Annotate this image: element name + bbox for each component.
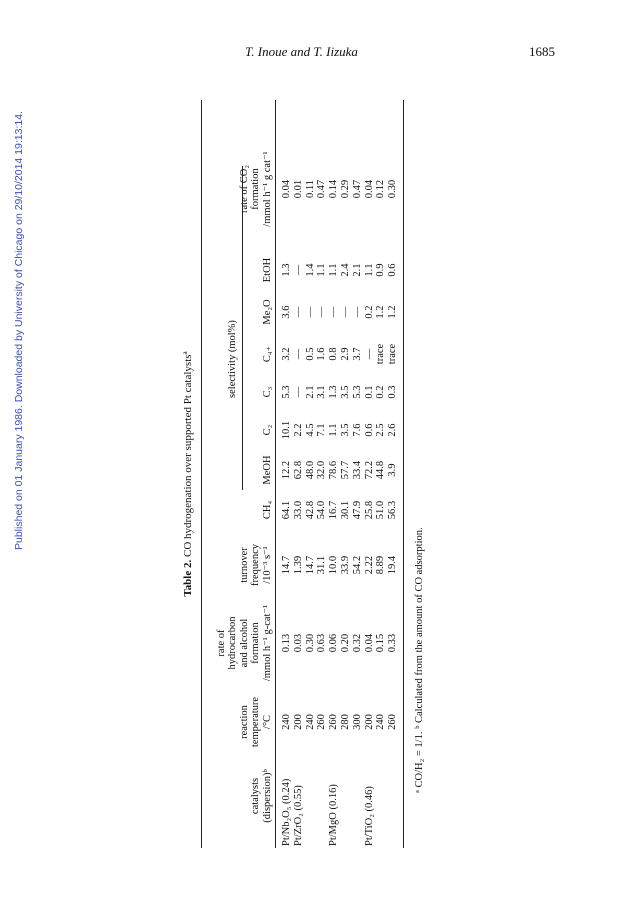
cell-c4: trace — [387, 343, 399, 365]
table-bottom-rule — [403, 100, 404, 848]
cell-c3: 0.1 — [363, 385, 375, 399]
cell-tof: 14.7 — [304, 555, 316, 575]
cell-etoh: 1.4 — [304, 263, 316, 277]
cell-meoh: 44.8 — [375, 460, 387, 480]
column-header-line: Me₂O — [261, 299, 273, 325]
cell-me2o: — — [340, 306, 351, 318]
cell-tof: 1.39 — [292, 555, 304, 575]
cell-c2: 10.1 — [281, 420, 292, 440]
cell-c2: 1.1 — [328, 423, 340, 437]
column-header-line: formation — [250, 168, 261, 210]
column-header-turnover — [239, 532, 274, 598]
column-header-line: formation — [250, 622, 261, 664]
cell-temp: 240 — [375, 714, 387, 730]
download-watermark: Published on 01 January 1986. Downloaded by University of Chicago on 29/10/2014 19:13:14. — [13, 111, 25, 550]
table-row — [352, 100, 364, 848]
column-header-c2 — [262, 412, 274, 448]
column-header-line: rate of — [215, 629, 227, 657]
cell-catalyst: Pt/ZrO₂ (0.55) — [292, 785, 304, 846]
cell-c2: 3.5 — [340, 423, 351, 437]
column-header-line: catalysts — [250, 777, 261, 815]
cell-ch4: 54.0 — [316, 500, 328, 520]
cell-temp: 260 — [316, 714, 328, 730]
column-header-line: C₃ — [261, 386, 273, 398]
cell-etoh: 1.3 — [281, 263, 292, 277]
table-footnote: ᵃ CO/H₂ = 1/1. ᵇ Calculated from the amount of CO adsorption. — [414, 527, 425, 793]
cell-tof: 8.89 — [375, 555, 387, 575]
cell-c4: 3.2 — [281, 347, 292, 361]
column-header-line: reaction — [238, 705, 250, 739]
cell-ch4: 25.8 — [363, 500, 375, 520]
cell-rate: 0.15 — [375, 633, 387, 653]
cell-rate: 0.20 — [340, 633, 351, 653]
cell-tof: 31.1 — [316, 555, 328, 575]
cell-rate: 0.03 — [292, 633, 304, 653]
cell-ch4: 30.1 — [340, 500, 351, 520]
cell-meoh: 3.9 — [387, 463, 399, 477]
cell-rate: 0.32 — [351, 633, 363, 653]
caption-footnote-mark: a — [181, 351, 189, 355]
column-header-line: C₂ — [261, 424, 273, 436]
rotated-table-block — [181, 100, 443, 848]
cell-c2: 7.1 — [316, 423, 328, 437]
column-header-line: (dispersion)ᵇ — [261, 769, 273, 823]
cell-catalyst: Pt/Nb₂O₅ (0.24) — [281, 778, 292, 846]
table-top-rule — [201, 100, 202, 848]
column-header-ch4 — [262, 492, 274, 528]
cell-co2: 0.47 — [351, 179, 363, 199]
cell-tof: 14.7 — [281, 555, 292, 575]
cell-me2o: — — [328, 306, 340, 318]
cell-ch4: 64.1 — [281, 500, 292, 520]
cell-co2: 0.47 — [316, 179, 328, 199]
cell-me2o: 1.2 — [375, 305, 387, 319]
cell-temp: 200 — [292, 714, 304, 730]
column-header-line: and alcohol — [238, 618, 250, 668]
cell-rate: 0.04 — [363, 633, 375, 653]
table-row — [281, 100, 293, 848]
cell-c2: 2.6 — [387, 423, 399, 437]
cell-temp: 240 — [281, 714, 292, 730]
table-row — [305, 100, 317, 848]
cell-etoh: 0.9 — [375, 263, 387, 277]
cell-catalyst: Pt/TiO₂ (0.46) — [363, 786, 375, 846]
table-row — [375, 100, 387, 848]
cell-tof: 2.22 — [363, 555, 375, 575]
cell-c2: 2.5 — [375, 423, 387, 437]
cell-temp: 300 — [351, 714, 363, 730]
column-header-etoh — [262, 250, 274, 290]
cell-meoh: 32.0 — [316, 460, 328, 480]
cell-c3: 5.3 — [281, 385, 292, 399]
cell-etoh: 0.6 — [387, 263, 399, 277]
cell-me2o: 3.6 — [281, 305, 292, 319]
cell-rate: 0.13 — [281, 633, 292, 653]
column-header-rate-hc — [216, 598, 274, 688]
cell-ch4: 47.9 — [351, 500, 363, 520]
cell-etoh: 2.1 — [351, 263, 363, 277]
cell-me2o: — — [292, 306, 304, 318]
page-number: 1685 — [529, 44, 555, 59]
column-header-line: rate of CO₂ — [238, 165, 250, 213]
cell-c3: 2.1 — [304, 385, 316, 399]
column-header-c4 — [262, 336, 274, 372]
cell-co2: 0.11 — [304, 180, 316, 198]
cell-tof: 54.2 — [351, 555, 363, 575]
column-header-catalyst — [250, 746, 273, 846]
cell-c3: 3.5 — [340, 385, 351, 399]
cell-ch4: 16.7 — [328, 500, 340, 520]
cell-meoh: 57.7 — [340, 460, 351, 480]
column-header-me2o — [262, 292, 274, 332]
cell-meoh: 33.4 — [351, 460, 363, 480]
cell-ch4: 33.0 — [292, 500, 304, 520]
cell-co2: 0.14 — [328, 179, 340, 199]
cell-tof: 19.4 — [387, 555, 399, 575]
cell-c3: 0.3 — [387, 385, 399, 399]
table-row — [293, 100, 305, 848]
table-row — [328, 100, 340, 848]
cell-etoh: 2.4 — [340, 263, 351, 277]
column-header-meoh — [262, 450, 274, 490]
cell-meoh: 48.0 — [304, 460, 316, 480]
cell-c3: 5.3 — [351, 385, 363, 399]
table-row — [316, 100, 328, 848]
cell-c4: 1.6 — [316, 347, 328, 361]
table-caption — [181, 100, 194, 848]
cell-c4: 0.8 — [328, 347, 340, 361]
cell-me2o: — — [316, 306, 328, 318]
column-header-line: hydrocarbon — [227, 616, 238, 670]
column-header-c3 — [262, 374, 274, 410]
cell-etoh: 1.1 — [363, 263, 375, 277]
cell-meoh: 72.2 — [363, 460, 375, 480]
cell-ch4: 42.8 — [304, 500, 316, 520]
cell-temp: 200 — [363, 714, 375, 730]
table-header-rule — [275, 100, 276, 848]
column-header-line: EtOH — [261, 257, 273, 283]
cell-c4: 2.9 — [340, 347, 351, 361]
cell-me2o: — — [351, 306, 363, 318]
cell-c2: 4.5 — [304, 423, 316, 437]
table-row — [387, 100, 399, 848]
column-header-temp — [239, 691, 274, 753]
cell-me2o: — — [304, 306, 316, 318]
cell-co2: 0.04 — [281, 179, 292, 199]
column-header-line: frequency — [250, 544, 261, 586]
selectivity-group-header: selectivity (mol%) — [227, 320, 238, 398]
cell-rate: 0.63 — [316, 633, 328, 653]
selectivity-group-rule — [242, 166, 243, 490]
column-header-line: /10⁻³ s⁻¹ — [261, 546, 273, 584]
cell-co2: 0.04 — [363, 179, 375, 199]
cell-c4: 0.5 — [304, 347, 316, 361]
cell-meoh: 62.8 — [292, 460, 304, 480]
column-header-line: CH₄ — [261, 500, 273, 520]
cell-etoh: — — [292, 264, 304, 276]
cell-tof: 10.0 — [328, 555, 340, 575]
cell-meoh: 12.2 — [281, 460, 292, 480]
cell-co2: 0.12 — [375, 179, 387, 199]
column-header-line: MeOH — [261, 455, 273, 485]
cell-c4: trace — [375, 343, 387, 365]
cell-ch4: 51.0 — [375, 500, 387, 520]
cell-me2o: 1.2 — [387, 305, 399, 319]
cell-c4: 3.7 — [351, 347, 363, 361]
cell-me2o: 0.2 — [363, 305, 375, 319]
column-header-line: C₄₊ — [261, 345, 273, 363]
cell-c2: 2.2 — [292, 423, 304, 437]
cell-temp: 240 — [304, 714, 316, 730]
cell-etoh: 1.1 — [316, 263, 328, 277]
table-caption-text: CO hydrogenation over supported Pt catalysts — [182, 354, 194, 558]
cell-catalyst: Pt/MgO (0.16) — [328, 784, 340, 846]
table-label: Table 2. — [182, 559, 194, 597]
cell-c2: 7.6 — [351, 423, 363, 437]
cell-c3: 1.3 — [328, 385, 340, 399]
cell-rate: 0.30 — [304, 633, 316, 653]
running-head-authors: T. Inoue and T. Iizuka — [245, 44, 358, 59]
cell-meoh: 78.6 — [328, 460, 340, 480]
cell-temp: 280 — [340, 714, 351, 730]
cell-c4: — — [292, 348, 304, 360]
column-header-line: /°C — [261, 714, 273, 730]
cell-co2: 0.01 — [292, 179, 304, 199]
cell-tof: 33.9 — [340, 555, 351, 575]
cell-co2: 0.29 — [340, 179, 351, 199]
table-row — [340, 100, 352, 848]
column-header-rate-co2 — [239, 134, 274, 244]
cell-c3: — — [292, 386, 304, 398]
cell-c2: 0.6 — [363, 423, 375, 437]
table-row — [364, 100, 376, 848]
cell-temp: 260 — [328, 714, 340, 730]
cell-c4: — — [363, 348, 375, 360]
column-header-line: /mmol h⁻¹ g cat⁻¹ — [261, 151, 273, 227]
column-header-line: temperature — [250, 696, 261, 748]
cell-temp: 260 — [387, 714, 399, 730]
cell-co2: 0.30 — [387, 179, 399, 199]
cell-rate: 0.06 — [328, 633, 340, 653]
cell-etoh: 1.1 — [328, 263, 340, 277]
cell-c3: 0.2 — [375, 385, 387, 399]
cell-c3: 3.1 — [316, 385, 328, 399]
column-header-line: /mmol h⁻¹ g-cat⁻¹ — [261, 604, 273, 682]
column-header-line: turnover — [238, 547, 250, 583]
cell-rate: 0.33 — [387, 633, 399, 653]
cell-ch4: 56.3 — [387, 500, 399, 520]
